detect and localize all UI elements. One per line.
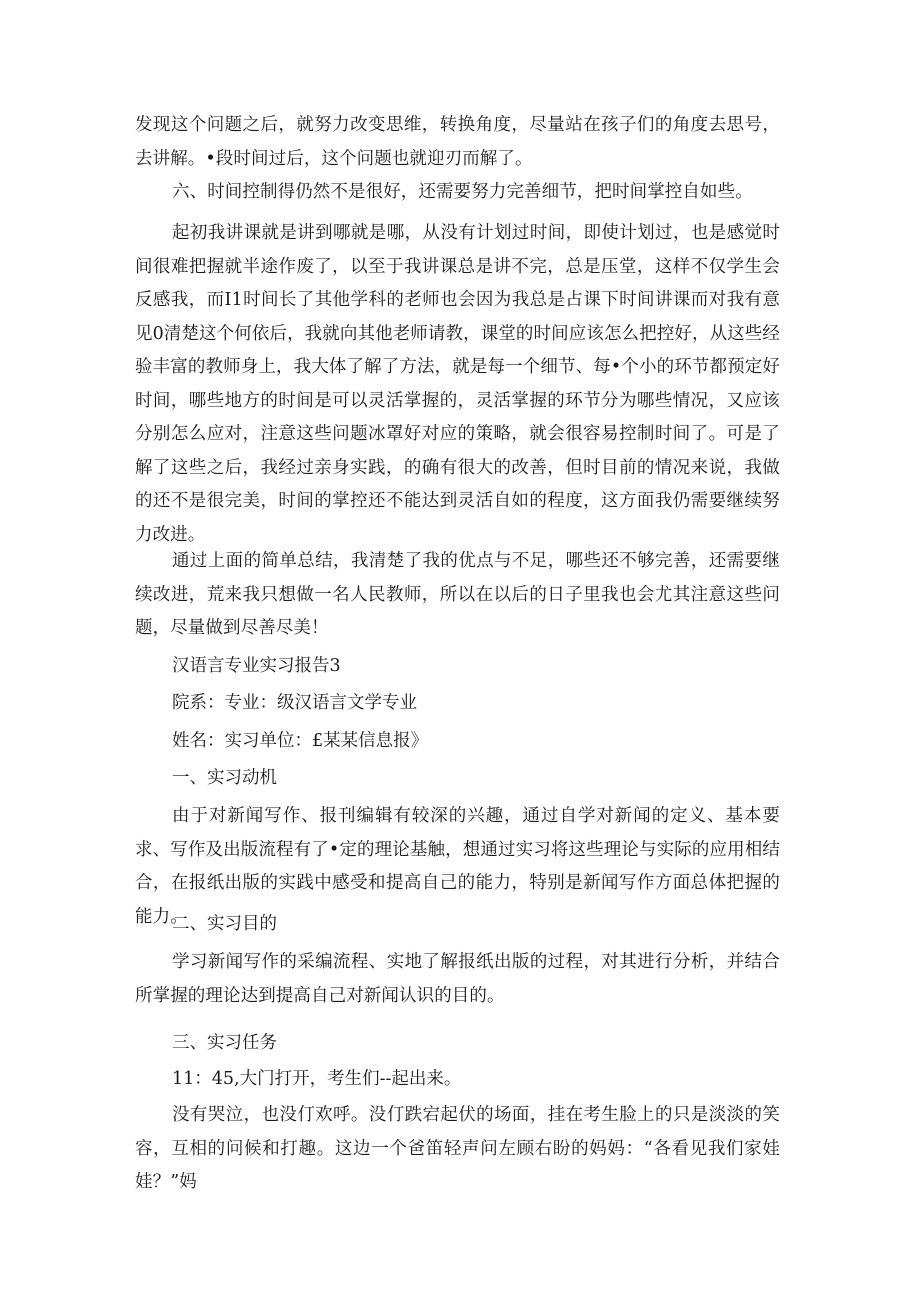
paragraph-summary: 通过上面的简单总结，我清楚了我的优点与不足，哪些还不够完善，还需要继续改进，荒来我只想做一名人民教师，所以在以后的日子里我也会尤其注意这些问题，尽量做到尽善尽美！ — [135, 551, 780, 638]
paragraph-time-control: 起初我讲课就是讲到哪就是哪，从没有计划过时间，即使计划过，也是感觉时间很难把握就半途作废了，以至于我讲课总是讲不完，总是压堂，这样不仅学生会反感我，而I1时间长了其他学科的老师也会因为我总是占课下时间讲课而对我有意见0清楚这个何依后，我就向其他老师请教，课堂的时间应该怎么把控好，从这些经验丰富的教师身上，我大体了解了方法，就是每一个细节、每•个小的环节都预定好时间，哪些地方的时间是可以灵活掌握的，灵活掌握的环节分为哪些情况，又应该分别怎么应对，注意这些问题冰罩好对应的策略，就会很容易控制时间了。可是了解了这些之后，我经过亲身实践，的确有很大的改善，但时目前的情况来说，我做的还不是很完美，时间的掌控还不能达到灵活自如的程度，这方面我仍需要继续努力改进。 — [135, 223, 780, 545]
section-heading-motivation: 一、实习动机 — [172, 768, 277, 788]
section-heading-task: 三、实习任务 — [172, 1033, 277, 1053]
report-title: 汉语言专业实习报告3 — [172, 656, 341, 676]
paragraph-exam-scene: 没有哭泣，也没仃欢呼。没仃跌宕起伏的场面，挂在考生脸上的只是淡淡的笑容，互相的问候和打趣。这边一个爸笛轻声问左顾右盼的妈妈：“各看见我们家娃娃？”妈 — [135, 1105, 780, 1192]
paragraph-section-six: 六、时间控制得仍然不是很好，还需要努力完善细节，把时间掌控自如些。 — [172, 182, 753, 202]
paragraph-continuation: 发现这个问题之后，就努力改变思维，转换角度，尽量站在孩子们的角度去思号，去讲解。•段时间过后，这个问题也就迎刃而解了。 — [135, 115, 780, 169]
section-heading-purpose: 二、实习目的 — [172, 914, 277, 934]
time-line: 11：45,大门打开，考生们--起出来。 — [172, 1069, 462, 1089]
paragraph-motivation: 由于对新闻写作、报刊编辑有较深的兴趣，通过自学对新闻的定义、基本要求、写作及出版流程有了•定的理论基触，想通过实习将这些理论与实际的应用相结合，在报纸出版的实践中感受和提高自己的能力，特别是新闻写作方面总体把握的能力。 — [135, 806, 780, 927]
department-line: 院系：专业：级汉语言文学专业 — [172, 693, 417, 713]
paragraph-purpose: 学习新闻写作的采编流程、实地了解报纸出版的过程，对其进行分析，并结合所掌握的理论达到提高自己对新闻认识的目的。 — [135, 952, 780, 1006]
name-line: 姓名：实习单位：£某某信息报》 — [172, 731, 429, 751]
